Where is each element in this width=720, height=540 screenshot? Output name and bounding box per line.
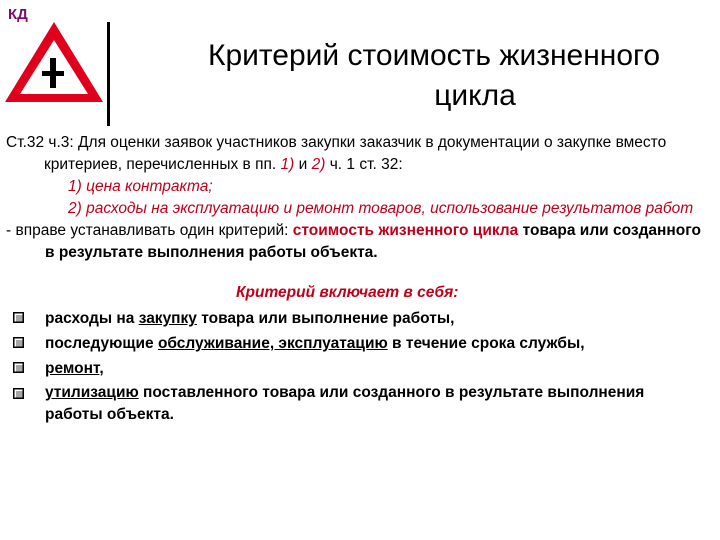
list-item — [6, 381, 706, 426]
article-lead: Ст.32 ч.3: Для оценки заявок участников закупки заказчик в документации о закупке вместо критериев, перечисленных в пп. — [6, 134, 667, 173]
list-item-underlined: обслуживание, эксплуатацию — [157, 335, 388, 352]
right-clause — [6, 220, 706, 264]
list-item-underlined: ремонт — [45, 360, 100, 377]
title-line-2: цикла — [434, 79, 516, 112]
article-tail: ч. 1 ст. 32: — [329, 156, 403, 173]
includes-list — [6, 306, 706, 426]
list-item-after: поставленного товара или созданного в результате выполнения работы объекта. — [45, 384, 645, 423]
list-item — [6, 356, 706, 381]
warning-triangle-sign-icon — [2, 18, 106, 106]
title-line-1: Критерий стоимость жизненного — [207, 39, 661, 72]
checkbox-bullet-icon — [13, 312, 24, 323]
list-item-underlined: закупку — [138, 310, 197, 327]
checkbox-bullet-icon — [13, 337, 24, 348]
right-clause-suffix: товара или созданного в результате выполнения работы объекта. — [45, 222, 701, 261]
checkbox-bullet-icon — [13, 388, 24, 399]
list-item-after: , — [99, 360, 104, 377]
list-item — [6, 331, 706, 356]
corner-label: КД — [8, 6, 28, 23]
list-item-after: товара или выполнение работы, — [201, 310, 455, 327]
slide-title — [130, 36, 700, 116]
article-and: и — [298, 156, 308, 173]
includes-heading: Критерий включает в себя: — [236, 284, 459, 301]
article-ref-2: 2) — [311, 156, 326, 173]
right-clause-highlight: стоимость жизненного цикла — [292, 222, 519, 239]
article-paragraph — [6, 132, 706, 176]
right-clause-prefix: - вправе устанавливать один критерий: — [6, 222, 289, 239]
list-item-before: расходы на — [45, 310, 135, 327]
checkbox-bullet-icon — [13, 362, 24, 373]
list-item-before: последующие — [45, 335, 154, 352]
list-item-underlined: утилизацию — [45, 384, 139, 401]
criterion-costs: 2) расходы на эксплуатацию и ремонт товаров, использование результатов работ — [68, 200, 694, 217]
article-ref-1: 1) — [280, 156, 295, 173]
slide-body — [6, 132, 706, 426]
title-divider — [107, 22, 110, 126]
criterion-price: 1) цена контракта; — [68, 178, 213, 195]
list-item — [6, 306, 706, 331]
list-item-after: в течение срока службы, — [392, 335, 585, 352]
